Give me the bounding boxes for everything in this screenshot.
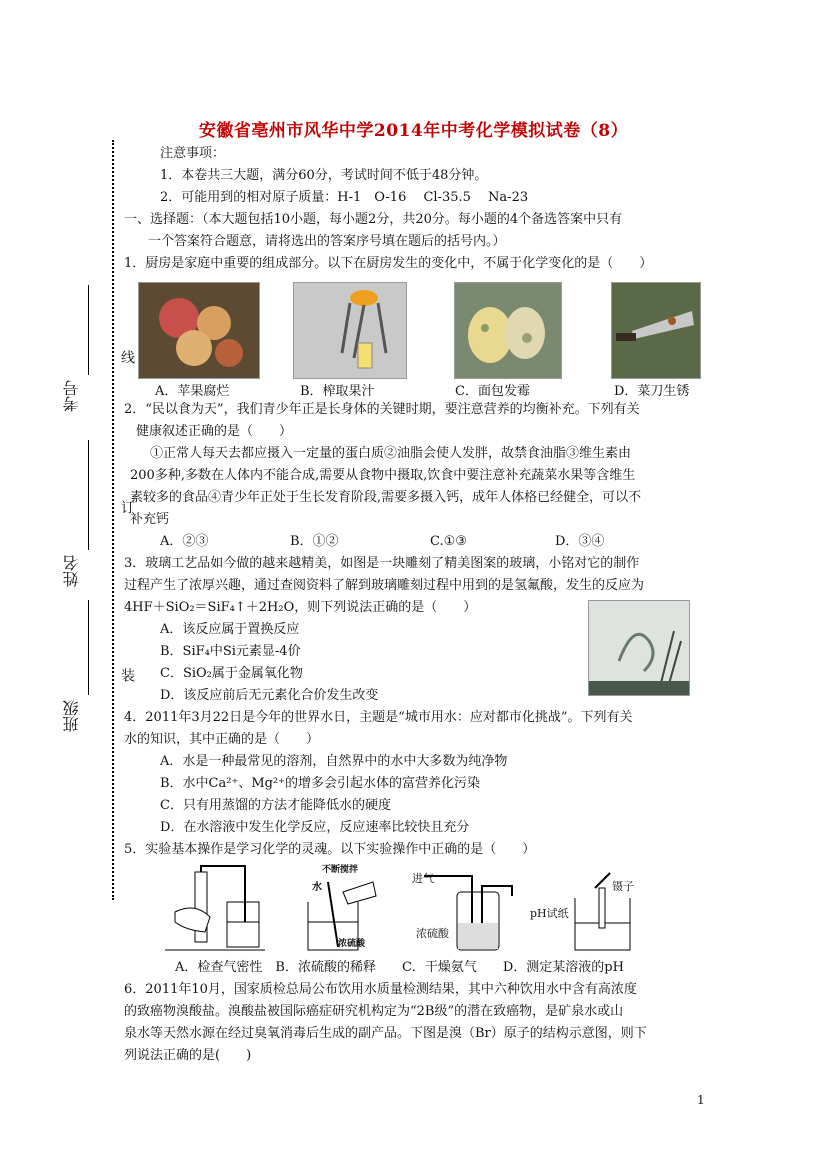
apple-photo (138, 282, 260, 379)
q2-line1: 2．“民以食为天”，我们青少年正是长身体的关键时期，要注意营养的均衡补充。下列有关 (124, 402, 640, 417)
q6-line4: 列说法正确的是( ) (124, 1048, 252, 1063)
note-1: 1．本卷共三大题，满分60分，考试时间不低于48分钟。 (160, 168, 488, 183)
page-number: 1 (697, 1093, 705, 1107)
q2-line2: 健康叙述正确的是（ ） (136, 424, 293, 439)
q6-line1: 6．2011年10月，国家质检总局公布饮用水质量检测结果，其中六种饮用水中含有高浓度 (124, 982, 637, 997)
q3-option-a: A．该反应属于置换反应 (160, 622, 300, 637)
note-2: 2．可能用到的相对原子质量：H-1 O-16 Cl-35.5 Na-23 (160, 190, 529, 205)
label-gas-in: 进气 (412, 872, 434, 885)
q4-line2: 水的知识，其中正确的是（ ） (124, 732, 320, 747)
q3-line3: 4HF＋SiO₂＝SiF₄↑＋2H₂O，则下列说法正确的是（ ） (124, 600, 477, 615)
label-water: 水 (312, 882, 322, 893)
banji-blank (88, 600, 89, 695)
q1-option-a: A．苹果腐烂 (155, 384, 230, 399)
fig-airtightness-check (165, 862, 265, 954)
xingming-blank (88, 440, 89, 550)
q1-option-c: C．面包发霉 (455, 384, 530, 399)
label-h2so4: 浓硫酸 (416, 927, 449, 940)
q6-line3: 泉水等天然水源在经过臭氧消毒后生成的副产品。下图是溴（Br）原子的结构示意图，则下 (124, 1026, 647, 1041)
binding-mark-ding: 订 (119, 500, 135, 514)
label-xingming: 姓名 (62, 555, 81, 587)
q1-option-d: D．菜刀生锈 (614, 384, 690, 399)
rusty-knife-photo (611, 282, 701, 379)
notes-heading: 注意事项： (160, 146, 226, 161)
q3-option-b: B．SiF₄中Si元素显-4价 (160, 644, 301, 659)
section-1-line1: 一、选择题：（本大题包括10小题，每小题2分，共20分。每小题的4个备选答案中只有 (124, 212, 623, 227)
fig-ph-test (565, 868, 655, 954)
q2-line4: 200多种,多数在人体内不能合成,需要从食物中摄取,饮食中要注意补充蔬菜水果等含维生 (130, 468, 636, 483)
q3-line1: 3．玻璃工艺品如今做的越来越精美，如图是一块雕刻了精美图案的玻璃，小铭对它的制作 (124, 556, 640, 571)
label-kaohao: 考号 (62, 380, 81, 412)
label-conc-acid: 浓硫酸 (338, 939, 366, 949)
q3-option-d: D．该反应前后无元素化合价发生改变 (160, 688, 379, 703)
label-banji: 班级 (62, 700, 81, 732)
q5-stem: 5．实验基本操作是学习化学的灵魂。以下实验操作中正确的是（ ） (124, 842, 536, 857)
q4-option-b: B．水中Ca²⁺、Mg²⁺的增多会引起水体的富营养化污染 (160, 776, 481, 791)
q5-options: A．检查气密性 B．浓硫酸的稀释 C．干燥氨气 D．测定某溶液的pH (175, 960, 624, 975)
q6-line2: 的致癌物溴酸盐。溴酸盐被国际癌症研究机构定为“2B级”的潜在致癌物，是矿泉水或山 (124, 1004, 624, 1019)
carved-glass-photo (588, 600, 690, 696)
q2-option-a: A．②③ (160, 534, 209, 549)
binding-mark-xian: 线 (119, 350, 135, 364)
q3-option-c: C．SiO₂属于金属氧化物 (160, 666, 303, 681)
juicer-photo (293, 282, 407, 379)
q2-line6: 补充钙 (130, 512, 170, 527)
binding-mark-zhuang: 装 (119, 668, 135, 682)
q2-option-b: B．①② (290, 534, 339, 549)
moldy-bread-photo (454, 282, 562, 379)
label-ph-paper: pH试纸 (530, 907, 569, 920)
binding-dotted-line (112, 140, 114, 900)
q4-option-d: D．在水溶液中发生化学反应，反应速率比较快且充分 (160, 820, 470, 835)
q2-line5: 素较多的食品④青少年正处于生长发育阶段,需要多摄入钙，成年人体格已经健全，可以不 (130, 490, 642, 505)
kaohao-blank (88, 285, 89, 375)
q2-line3: ①正常人每天去都应摄入一定量的蛋白质②油脂会使人发胖，故禁食油脂③维生素由 (150, 446, 632, 461)
section-1-line2: 一个答案符合题意，请将选出的答案序号填在题后的括号内。） (148, 234, 506, 249)
label-stir: 不断搅拌 (322, 865, 359, 875)
page-title: 安徽省亳州市风华中学2014年中考化学模拟试卷（8） (198, 121, 629, 141)
q4-option-c: C．只有用蒸馏的方法才能降低水的硬度 (160, 798, 391, 813)
label-tweezers: 镊子 (612, 880, 634, 893)
q4-option-a: A．水是一种最常见的溶剂，自然界中的水中大多数为纯净物 (160, 754, 508, 769)
q2-option-d: D．③④ (555, 534, 605, 549)
q3-line2: 过程产生了浓厚兴趣，通过查阅资料了解到玻璃雕刻过程中用到的是氢氟酸，发生的反应为 (124, 578, 645, 593)
q4-line1: 4．2011年3月22日是今年的世界水日，主题是“城市用水：应对都市化挑战”。下列有关 (124, 710, 633, 725)
q2-option-c: C.①③ (430, 534, 467, 549)
q1-option-b: B．榨取果汁 (300, 384, 375, 399)
q1-stem: 1．厨房是家庭中重要的组成部分。以下在厨房发生的变化中，不属于化学变化的是（ ） (124, 256, 653, 271)
